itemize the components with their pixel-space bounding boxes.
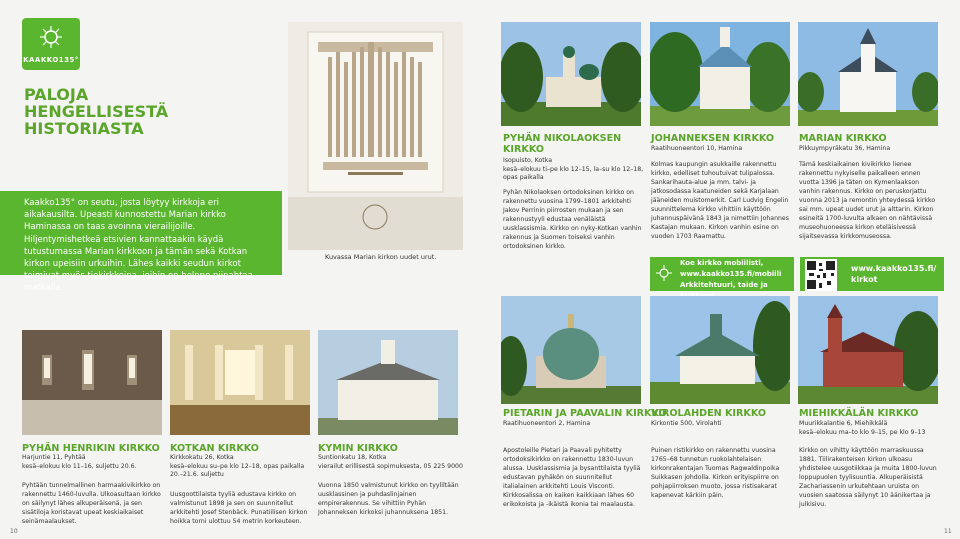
virolahden-title: VIROLAHDEN KIRKKO <box>651 408 766 419</box>
kotkan-info: Kirkkokatu 26, Kotka kesä–elokuu su–pe klo 12–18, opas paikalla 20.–21.6. suljettu <box>170 454 305 478</box>
organ-caption: Kuvassa Marian kirkon uudet urut. <box>325 253 437 261</box>
miehikkalan-photo <box>798 296 938 404</box>
organ-photo <box>288 22 463 250</box>
pietarin-text: Apostoleille Pietari ja Paavali pyhitetty ortodoksikirkko on rakennettu 1830-luvun alussa. Uusklassismia ja bysanttilaista tyyliä edustavan pyhäkön on suunnitellut italialainen arkkitehti Louis Visconti. Kirkkosalissa on kaiken kaikkiaan lähes 60 erikokoista ja -ikäistä ikonia tai maalausta. <box>503 447 641 508</box>
sun-wheel-icon <box>656 265 672 281</box>
pietarin-title: PIETARIN JA PAAVALIN KIRKKO <box>503 408 667 419</box>
johanneksen-text: Kolmas kaupungin asukkaille rakennettu kirkko, edelliset tuhoutuivat tulipalossa. Sankarihauta-alue ja mm. talvi- ja jatkosodassa kaatuneiden sekä Karjalaan jääneiden muistomerkit. Carl Ludvig Engelin suunnittelema kirkko vihittiin käyttöön juhannuspäivänä 1843 ja nimettiin Johannes Kastajan mukaan. Kirkon vanhin esine on vuoden 1703 Raamattu. <box>651 161 789 240</box>
kymin-title: KYMIN KIRKKO <box>318 443 398 454</box>
johanneksen-title: JOHANNEKSEN KIRKKO <box>651 133 775 144</box>
page-number-left: 10 <box>10 528 18 535</box>
marian-title: MARIAN KIRKKO <box>799 133 887 144</box>
marian-info: Pikkuympyräkatu 36, Hamina <box>799 145 891 152</box>
kymin-text: Vuonna 1850 valmistunut kirkko on tyyliltään uusklassinen ja puhdaslinjainen empirerakennus. Se vihittiin Pyhän Johanneksen kirkoksi juhannuksena 1851. <box>318 482 459 516</box>
nikolaos-text: Pyhän Nikolaoksen ortodoksinen kirkko on rakennettu vuosina 1799–1801 arkkitehti Jakov Perrinin piirrosten mukaan ja sen rakennustyyli edustaa venäläistä uusklassismia. Kirkko on nyky-Kotkan vanhin rakennus ja Suomen toiseksi vanhin ortodoksinen kirkko. <box>503 189 642 250</box>
kymin-photo <box>318 330 458 435</box>
kirkot-link[interactable]: www.kaakko135.fi/ kirkot <box>851 264 937 284</box>
henrikin-photo <box>22 330 162 435</box>
kotkan-photo <box>170 330 310 435</box>
pietarin-info: Raatihuoneentori 2, Hamina <box>503 420 591 427</box>
kymin-info: Suntionkatu 18, Kotka vierailut erillisestä sopimuksesta, 05 225 9000 <box>318 454 463 470</box>
page-number-right: 11 <box>944 528 952 535</box>
henrikin-title: PYHÄN HENRIKIN KIRKKO <box>22 443 160 454</box>
qr-code[interactable] <box>805 259 837 291</box>
virolahden-photo <box>650 296 790 404</box>
pietarin-photo <box>501 296 641 404</box>
logo-text: KAAKKO135° <box>23 56 79 64</box>
johanneksen-photo <box>650 22 790 126</box>
kotkan-title: KOTKAN KIRKKO <box>170 443 259 454</box>
mobile-banner[interactable] <box>650 257 794 291</box>
marian-text: Tämä keskiaikainen kivikirkko lienee rakennettu nykyiselle paikalleen ennen vuotta 1396 ja täten on Kymenlaakson vanhin rakennus. Kirkko on peruskorjattu vuonna 2013 ja remontin yhteydessä kirkko sai mm. upeat uudet urut ja alttarin. Kirkon esineitä 1700-luvulta alkaen on nähtävissä museohuoneessa kirkon eteläisivessä sijaitsevassa kirkkomuseossa. <box>799 161 936 240</box>
henrikin-info: Harjuntie 11, Pyhtää kesä–elokuu klo 11–16, suljettu 20.6. <box>22 454 137 470</box>
marian-photo <box>798 22 938 126</box>
mobile-text: Koe kirkko mobiilisti, www.kaakko135.fi/mobiili Arkkitehtuuri, taide ja <box>680 259 782 289</box>
virolahden-text: Puinen ristikirkko on rakennettu vuosina 1765–68 tunnetun ruokolahtelaisen kirkonrakentajan Tuomas Ragwaldinpoika Suikkasen johdolla. Kirkon erityispiirre on pohjapiirroksen muoto, jossa ristisakarat kapenevat kärkiin päin. <box>651 447 780 499</box>
logo <box>22 18 80 70</box>
intro-text: Kaakko135° on seutu, josta löytyy kirkkoja eri aikakausilta. Upeasti kunnostettu Marian kirkko Haminassa on taas avoinna vierailijoille. Hiljentymishetkeä etsivien kannattaakin käydä tutustumassa Marian kirkkoon ja tämän sekä Kotkan kirkon upeisiin urkuihin. Lähes kaikki seudun kirkot toimivat myös tiekirkkoina, joihin on helppo piipahtaa matkalla. <box>0 191 282 275</box>
miehikkalan-text: Kirkko on vihitty käyttöön marraskuussa 1881. Tiilirakenteisen kirkon ulkoasu yhdistelee uusgotiikkaa ja muita 1800-luvun loppupuolen tyylisuuntia. Alkuperäisistä Zachariassenin urkutehtaan uruista on vuosien saatossa säilynyt 10 äänikertaa ja julkisivu. <box>799 447 937 508</box>
henrikin-text: Pyhtään tunnelmallinen harmaakivikirkko on rakennettu 1460-luvulla. Ulkoasultaan kirkko on säilynyt lähes alkuperäisenä, ja sen sisätiloja koristavat upeat keskiaikaiset seinämaalaukset. <box>22 482 161 525</box>
nikolaos-info: Isopuisto, Kotka kesä–elokuu ti–pe klo 12–15, la–su klo 12–18, opas paikalla <box>503 157 644 181</box>
nikolaos-title: PYHÄN NIKOLAOKSEN KIRKKO <box>503 133 622 155</box>
page-title: PALOJA HENGELLISESTÄ HISTORIASTA <box>24 85 169 138</box>
kotkan-text: Uusgoottilaista tyyliä edustava kirkko on valmistunut 1898 ja sen on suunnitellut arkkitehti Josef Stenbäck. Punatiilisen kirkon hoikka torni ulottuu 54 metrin korkeuteen. <box>170 491 308 525</box>
nikolaos-photo <box>501 22 641 126</box>
miehikkalan-title: MIEHIKKÄLÄN KIRKKO <box>799 408 919 419</box>
johanneksen-info: Raatihuoneentori 10, Hamina <box>651 145 743 152</box>
miehikkalan-info: Muurikkalantie 6, Miehikkälä kesä–elokuu ma–to klo 9–15, pe klo 9–13 <box>799 420 926 436</box>
sun-wheel-icon <box>36 24 66 54</box>
virolahden-info: Kirkontie 500, Virolahti <box>651 420 722 427</box>
